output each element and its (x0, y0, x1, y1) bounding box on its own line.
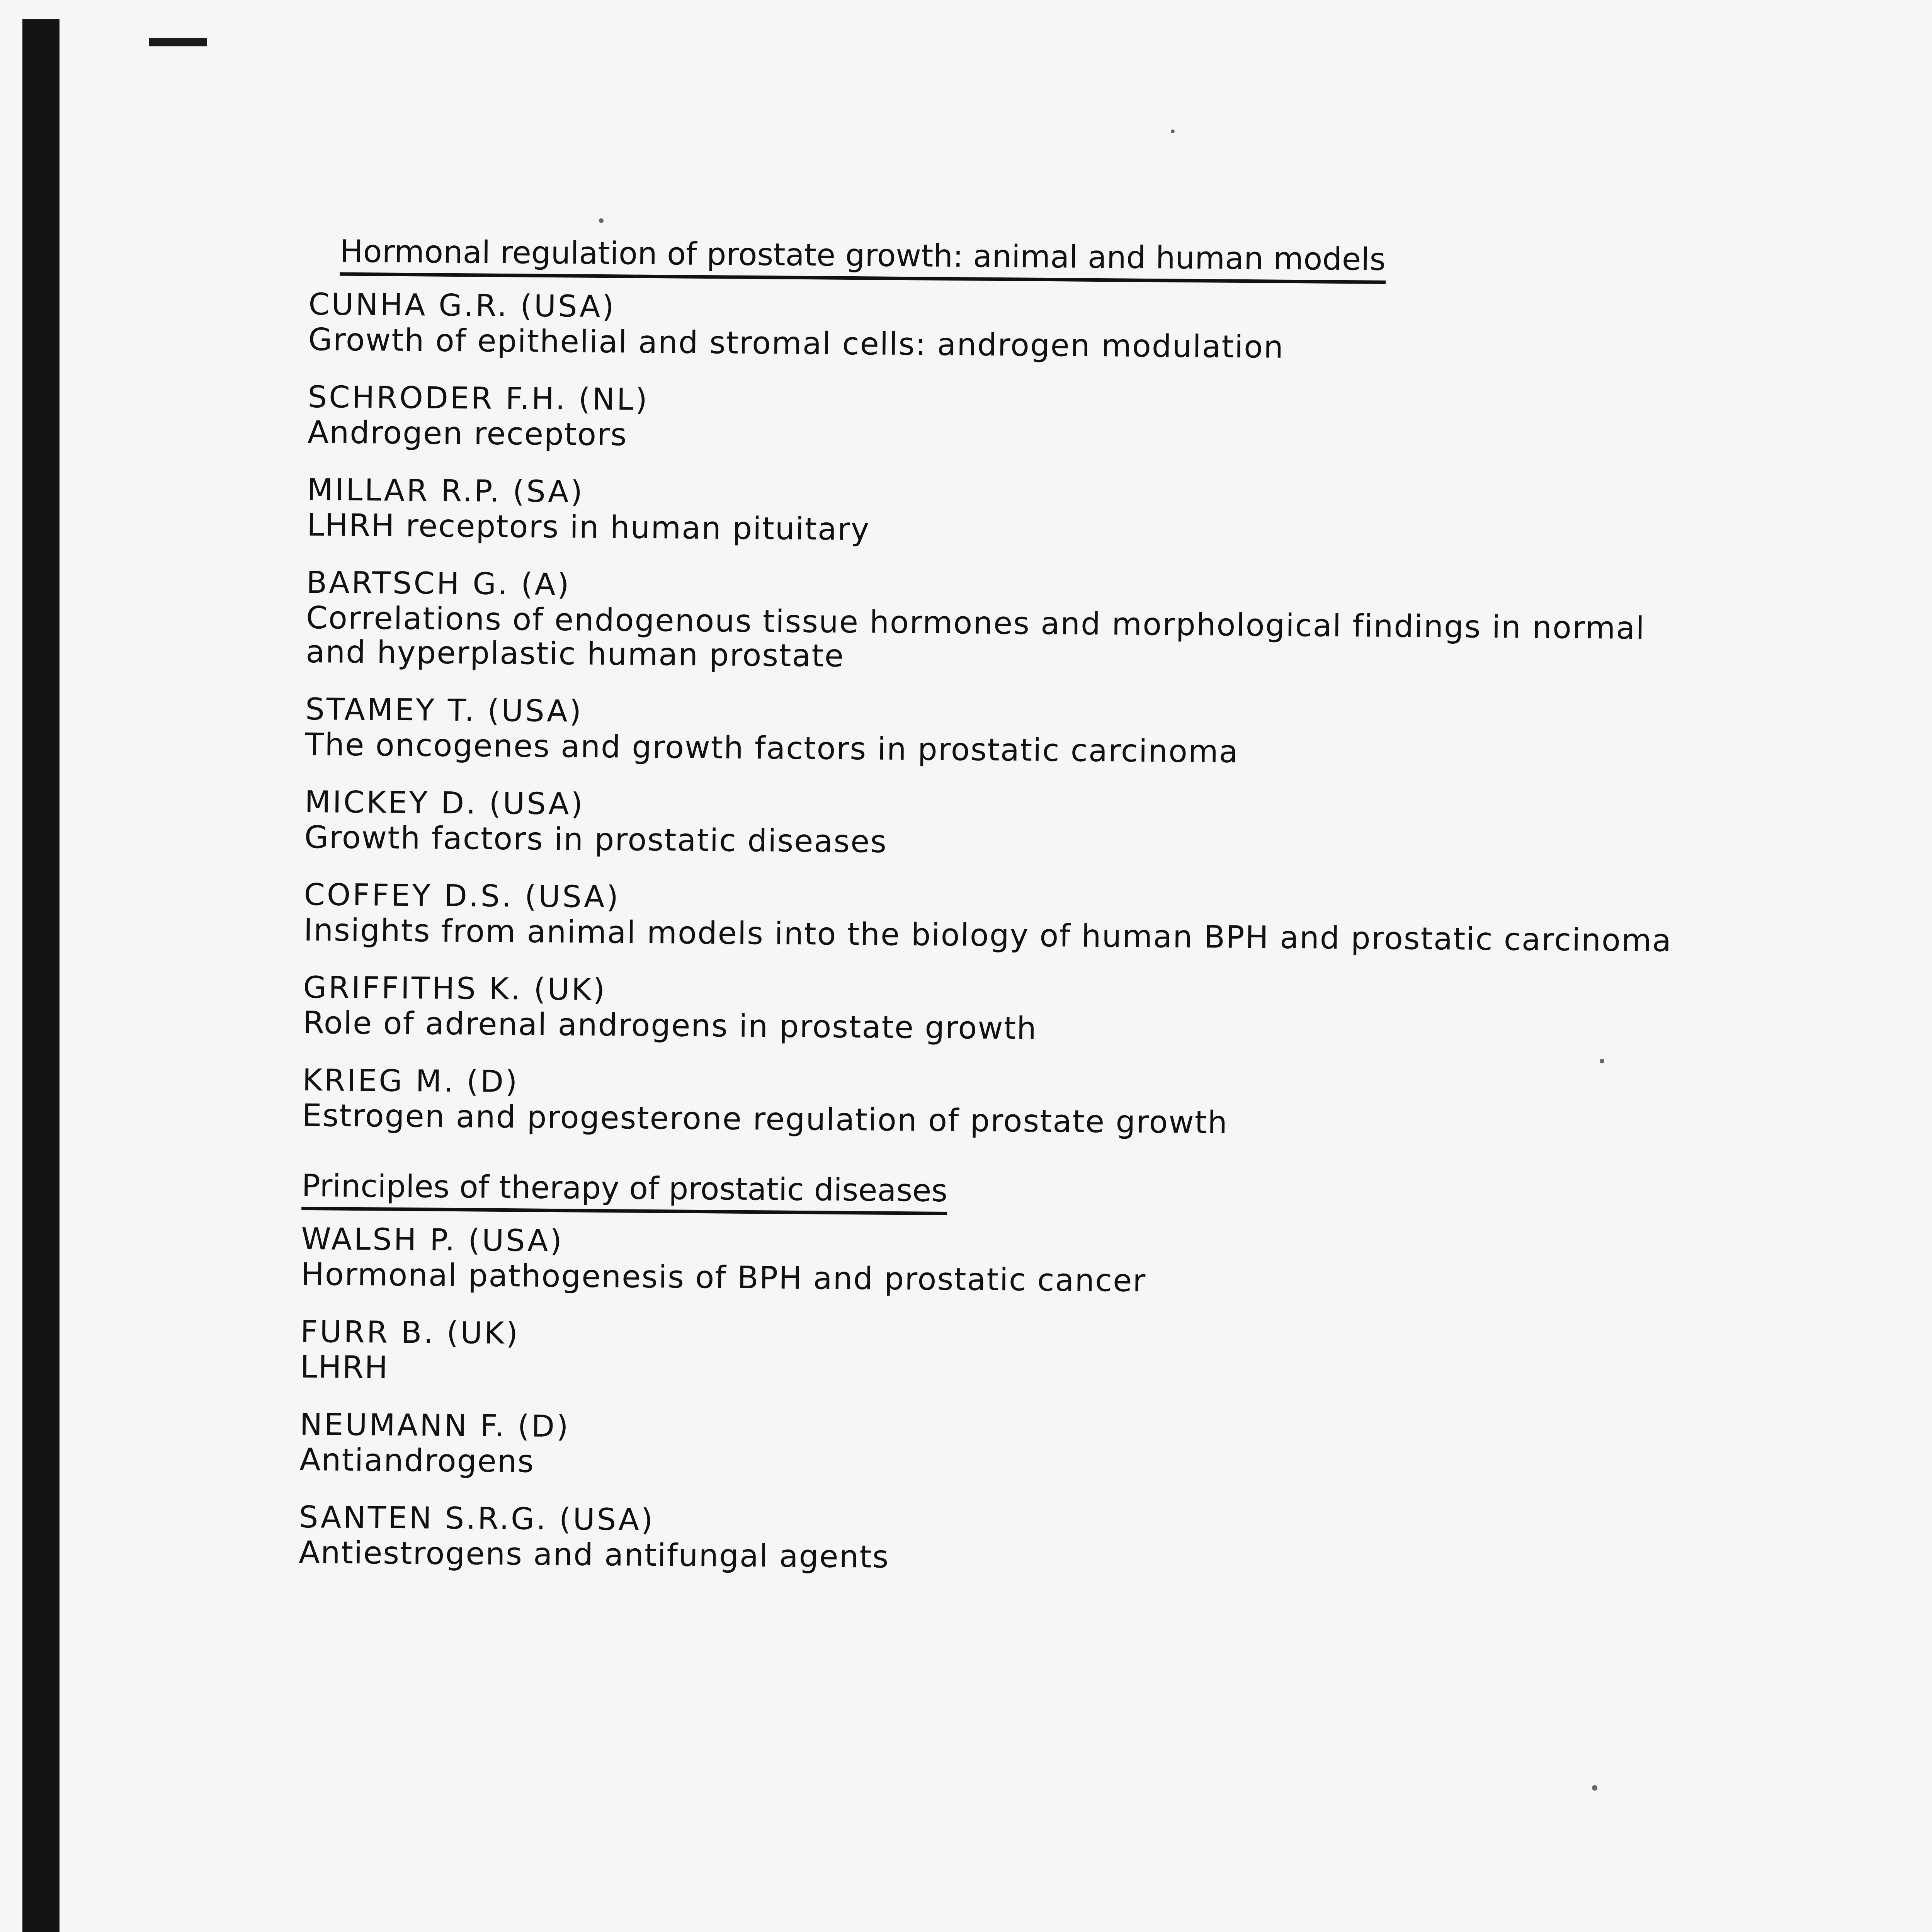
entry-title: Antiandrogens (299, 1441, 535, 1480)
entry-author: BARTSCH G. (A) (306, 565, 571, 602)
list-item (302, 1062, 1732, 1144)
list-item (305, 691, 1735, 773)
entry-title: Androgen receptors (307, 414, 628, 453)
entry-author: MILLAR R.P. (SA) (307, 472, 585, 510)
entry-title: Correlations of endogenous tissue hormones and morphological findings in normal and hyperplastic human prostate (306, 599, 1645, 674)
list-item (303, 969, 1733, 1051)
speck (1171, 129, 1175, 133)
list-item (308, 379, 1738, 461)
entry-title: LHRH receptors in human pituitary (306, 507, 870, 548)
section-heading: Hormonal regulation of prostate growth: animal and human models (340, 232, 1386, 284)
entry-author: SCHRODER F.H. (NL) (308, 379, 650, 417)
section-principles-of-therapy (299, 1155, 1731, 1581)
entry-title: The oncogenes and growth factors in prostatic carcinoma (305, 726, 1239, 770)
document-page (296, 232, 1739, 1932)
list-item (308, 286, 1738, 368)
list-item (303, 877, 1733, 958)
entry-title: Hormonal pathogenesis of BPH and prostatic cancer (301, 1256, 1146, 1299)
entry-author: MICKEY D. (USA) (304, 784, 585, 822)
list-item (307, 472, 1737, 553)
entry-author: WALSH P. (USA) (301, 1221, 564, 1259)
entry-title: Growth factors in prostatic diseases (304, 819, 888, 860)
entry-author: FURR B. (UK) (300, 1314, 520, 1351)
entry-title: Role of adrenal androgens in prostate growth (303, 1004, 1037, 1046)
entry-author: SANTEN S.R.G. (USA) (299, 1500, 655, 1538)
list-item (299, 1406, 1730, 1488)
list-item (299, 1499, 1729, 1581)
list-item (300, 1314, 1730, 1395)
speck (599, 218, 604, 223)
scan-edge-shadow-left (22, 19, 60, 1932)
entry-title: Antiestrogens and antifungal agents (298, 1534, 889, 1575)
entry-author: CUNHA G.R. (USA) (308, 287, 616, 325)
list-item (306, 565, 1736, 680)
list-item (301, 1221, 1731, 1303)
corner-mark (149, 38, 207, 46)
entry-author: GRIFFITHS K. (UK) (303, 970, 607, 1008)
entry-author: KRIEG M. (D) (302, 1063, 519, 1100)
entry-title: Insights from animal models into the biology of human BPH and prostatic carcinoma (303, 912, 1672, 959)
entry-author: STAMEY T. (USA) (305, 692, 583, 729)
entry-title: Growth of epithelial and stromal cells: androgen modulation (308, 321, 1284, 365)
entry-author: NEUMANN F. (D) (299, 1407, 570, 1444)
list-item (304, 784, 1734, 866)
entry-title: LHRH (300, 1349, 389, 1386)
entry-title: Estrogen and progesterone regulation of prostate growth (302, 1097, 1228, 1141)
section-hormonal-regulation (302, 232, 1739, 1144)
entry-author: COFFEY D.S. (USA) (304, 877, 621, 915)
section-heading: Principles of therapy of prostatic diseases (301, 1167, 947, 1215)
